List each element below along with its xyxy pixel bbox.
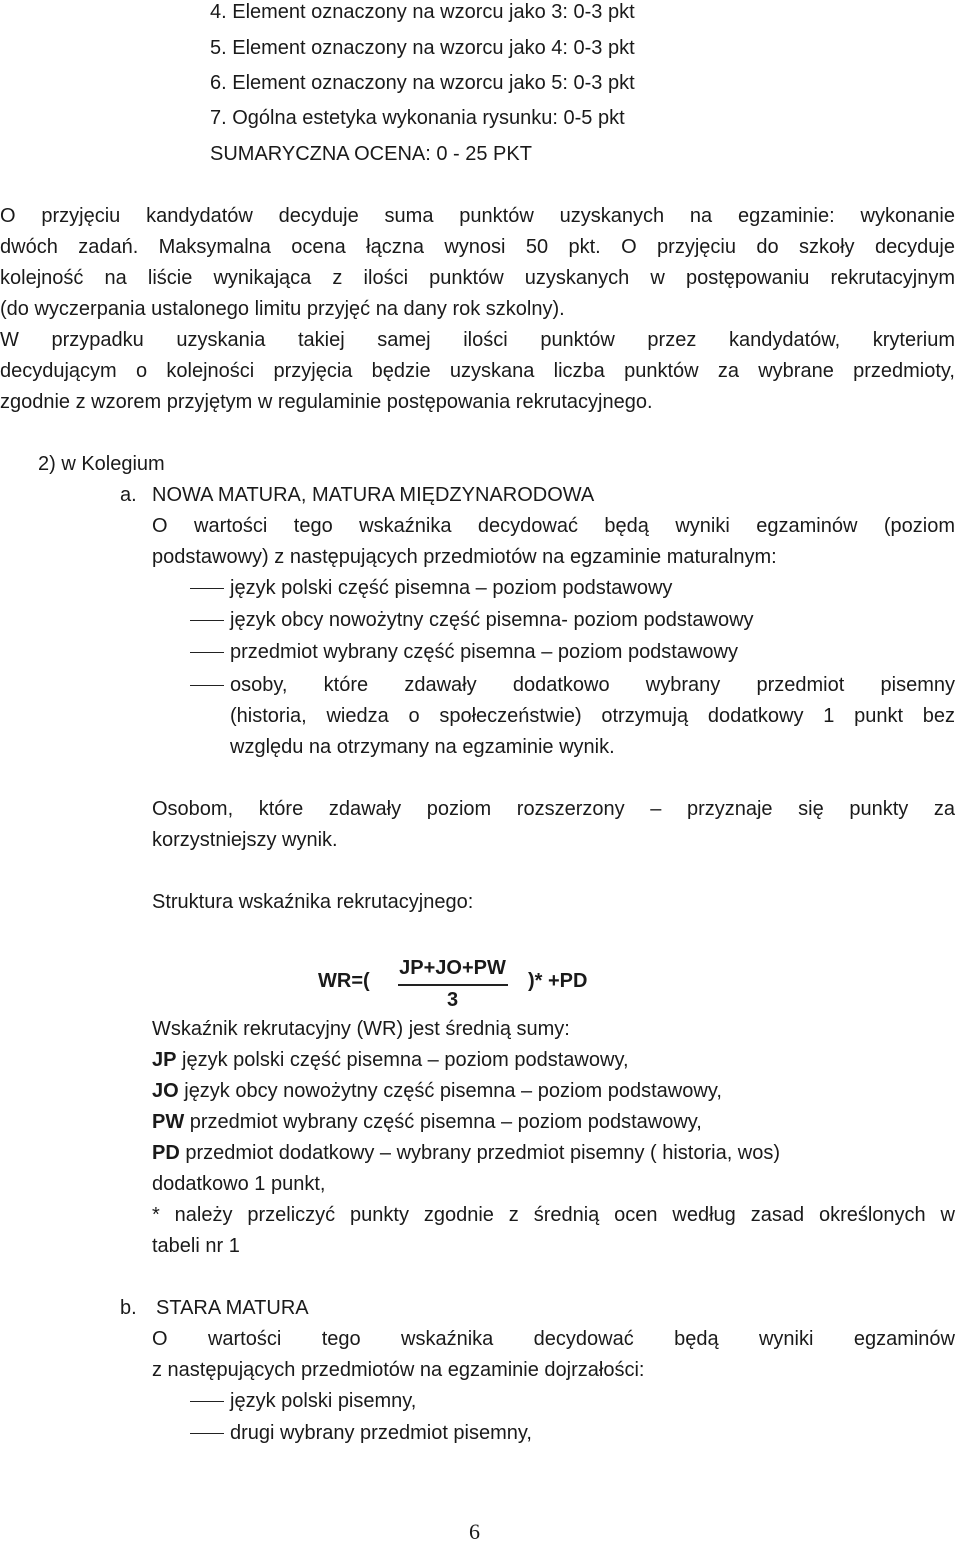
paragraph-line: O przyjęciu kandydatów decyduje suma punktów uzyskanych na egzaminie: wykonanie <box>0 205 955 227</box>
definition-text: język obcy nowożytny część pisemna – poziom podstawowy, <box>178 1080 722 1102</box>
definition-term: PD <box>152 1142 180 1164</box>
list-item: drugi wybrany przedmiot pisemny, <box>230 1422 532 1444</box>
paragraph-line: (do wyczerpania ustalonego limitu przyjęć na dany rok szkolny). <box>0 298 565 320</box>
paragraph-line: kolejność na liście wynikająca z ilości punktów uzyskanych w postępowaniu rekrutacyjnym <box>0 267 955 289</box>
list-item: 4. Element oznaczony na wzorcu jako 3: 0-3 pkt <box>210 1 635 23</box>
dash-bullet-icon <box>190 1401 224 1402</box>
list-item: 7. Ogólna estetyka wykonania rysunku: 0-5 pkt <box>210 107 625 129</box>
definition-line <box>152 1109 702 1135</box>
list-item: język obcy nowożytny część pisemna- poziom podstawowy <box>230 609 754 631</box>
list-item: osoby, które zdawały dodatkowo wybrany przedmiot pisemny <box>230 674 955 696</box>
dash-bullet-icon <box>190 685 224 686</box>
dash-bullet-icon <box>190 1433 224 1434</box>
definition-term: PW <box>152 1111 185 1133</box>
dash-bullet-icon <box>190 588 224 589</box>
dash-bullet-icon <box>190 620 224 621</box>
paragraph-line: Osobom, które zdawały poziom rozszerzony – przyznaje się punkty za <box>152 798 955 820</box>
formula-numerator: JP+JO+PW <box>399 957 506 979</box>
dash-bullet-icon <box>190 652 224 653</box>
definition-intro: Wskaźnik rekrutacyjny (WR) jest średnią sumy: <box>152 1018 570 1040</box>
section-heading: 2) w Kolegium <box>38 453 165 475</box>
structure-title: Struktura wskaźnika rekrutacyjnego: <box>152 891 474 913</box>
list-item: przedmiot wybrany część pisemna – poziom podstawowy <box>230 641 738 663</box>
paragraph-line: podstawowy) z następujących przedmiotów na egzaminie maturalnym: <box>152 546 777 568</box>
paragraph-line: decydującym o kolejności przyjęcia będzie uzyskana liczba punktów za wybrane przedmioty, <box>0 360 955 382</box>
definition-line <box>152 1078 722 1104</box>
list-item: 6. Element oznaczony na wzorcu jako 5: 0-3 pkt <box>210 72 635 94</box>
summary-score: SUMARYCZNA OCENA: 0 - 25 PKT <box>210 143 532 165</box>
subsection-marker: a. <box>120 484 137 506</box>
definition-line <box>152 1140 780 1166</box>
definition-text: przedmiot dodatkowy – wybrany przedmiot pisemny ( historia, wos) <box>179 1142 781 1164</box>
fraction-bar <box>398 984 508 986</box>
list-item: 5. Element oznaczony na wzorcu jako 4: 0-3 pkt <box>210 37 635 59</box>
definition-text: język polski część pisemna – poziom podstawowy, <box>176 1049 629 1071</box>
definition-term: JO <box>152 1080 179 1102</box>
formula-suffix: )* +PD <box>528 970 588 992</box>
subsection-marker: b. <box>120 1297 137 1319</box>
paragraph-line: W przypadku uzyskania takiej samej ilości punktów przez kandydatów, kryterium <box>0 329 955 351</box>
note-line: * należy przeliczyć punkty zgodnie z średnią ocen według zasad określonych w <box>152 1204 955 1226</box>
paragraph-line: O wartości tego wskaźnika decydować będą wyniki egzaminów (poziom <box>152 515 955 537</box>
note-line: tabeli nr 1 <box>152 1235 240 1257</box>
definition-text: przedmiot wybrany część pisemna – poziom podstawowy, <box>184 1111 702 1133</box>
paragraph-line: O wartości tego wskaźnika decydować będą wyniki egzaminów <box>152 1328 955 1350</box>
page-number: 6 <box>469 1519 480 1544</box>
subsection-title: NOWA MATURA, MATURA MIĘDZYNARODOWA <box>152 484 595 506</box>
paragraph-line: zgodnie z wzorem przyjętym w regulaminie postępowania rekrutacyjnego. <box>0 391 653 413</box>
paragraph-line: korzystniejszy wynik. <box>152 829 338 851</box>
list-item: język polski pisemny, <box>230 1390 417 1412</box>
paragraph-line: dwóch zadań. Maksymalna ocena łączna wynosi 50 pkt. O przyjęciu do szkoły decyduje <box>0 236 955 258</box>
formula-denominator: 3 <box>446 989 459 1011</box>
list-item: język polski część pisemna – poziom podstawowy <box>230 577 673 599</box>
subsection-title: STARA MATURA <box>156 1297 309 1319</box>
definition-continuation: dodatkowo 1 punkt, <box>152 1173 326 1195</box>
list-item: względu na otrzymany na egzaminie wynik. <box>230 736 615 758</box>
list-item: (historia, wiedza o społeczeństwie) otrzymują dodatkowy 1 punkt bez <box>230 705 955 727</box>
formula-prefix: WR=( <box>318 970 370 992</box>
paragraph-line: z następujących przedmiotów na egzaminie dojrzałości: <box>152 1359 645 1381</box>
definition-term: JP <box>152 1049 177 1071</box>
definition-line <box>152 1047 629 1073</box>
